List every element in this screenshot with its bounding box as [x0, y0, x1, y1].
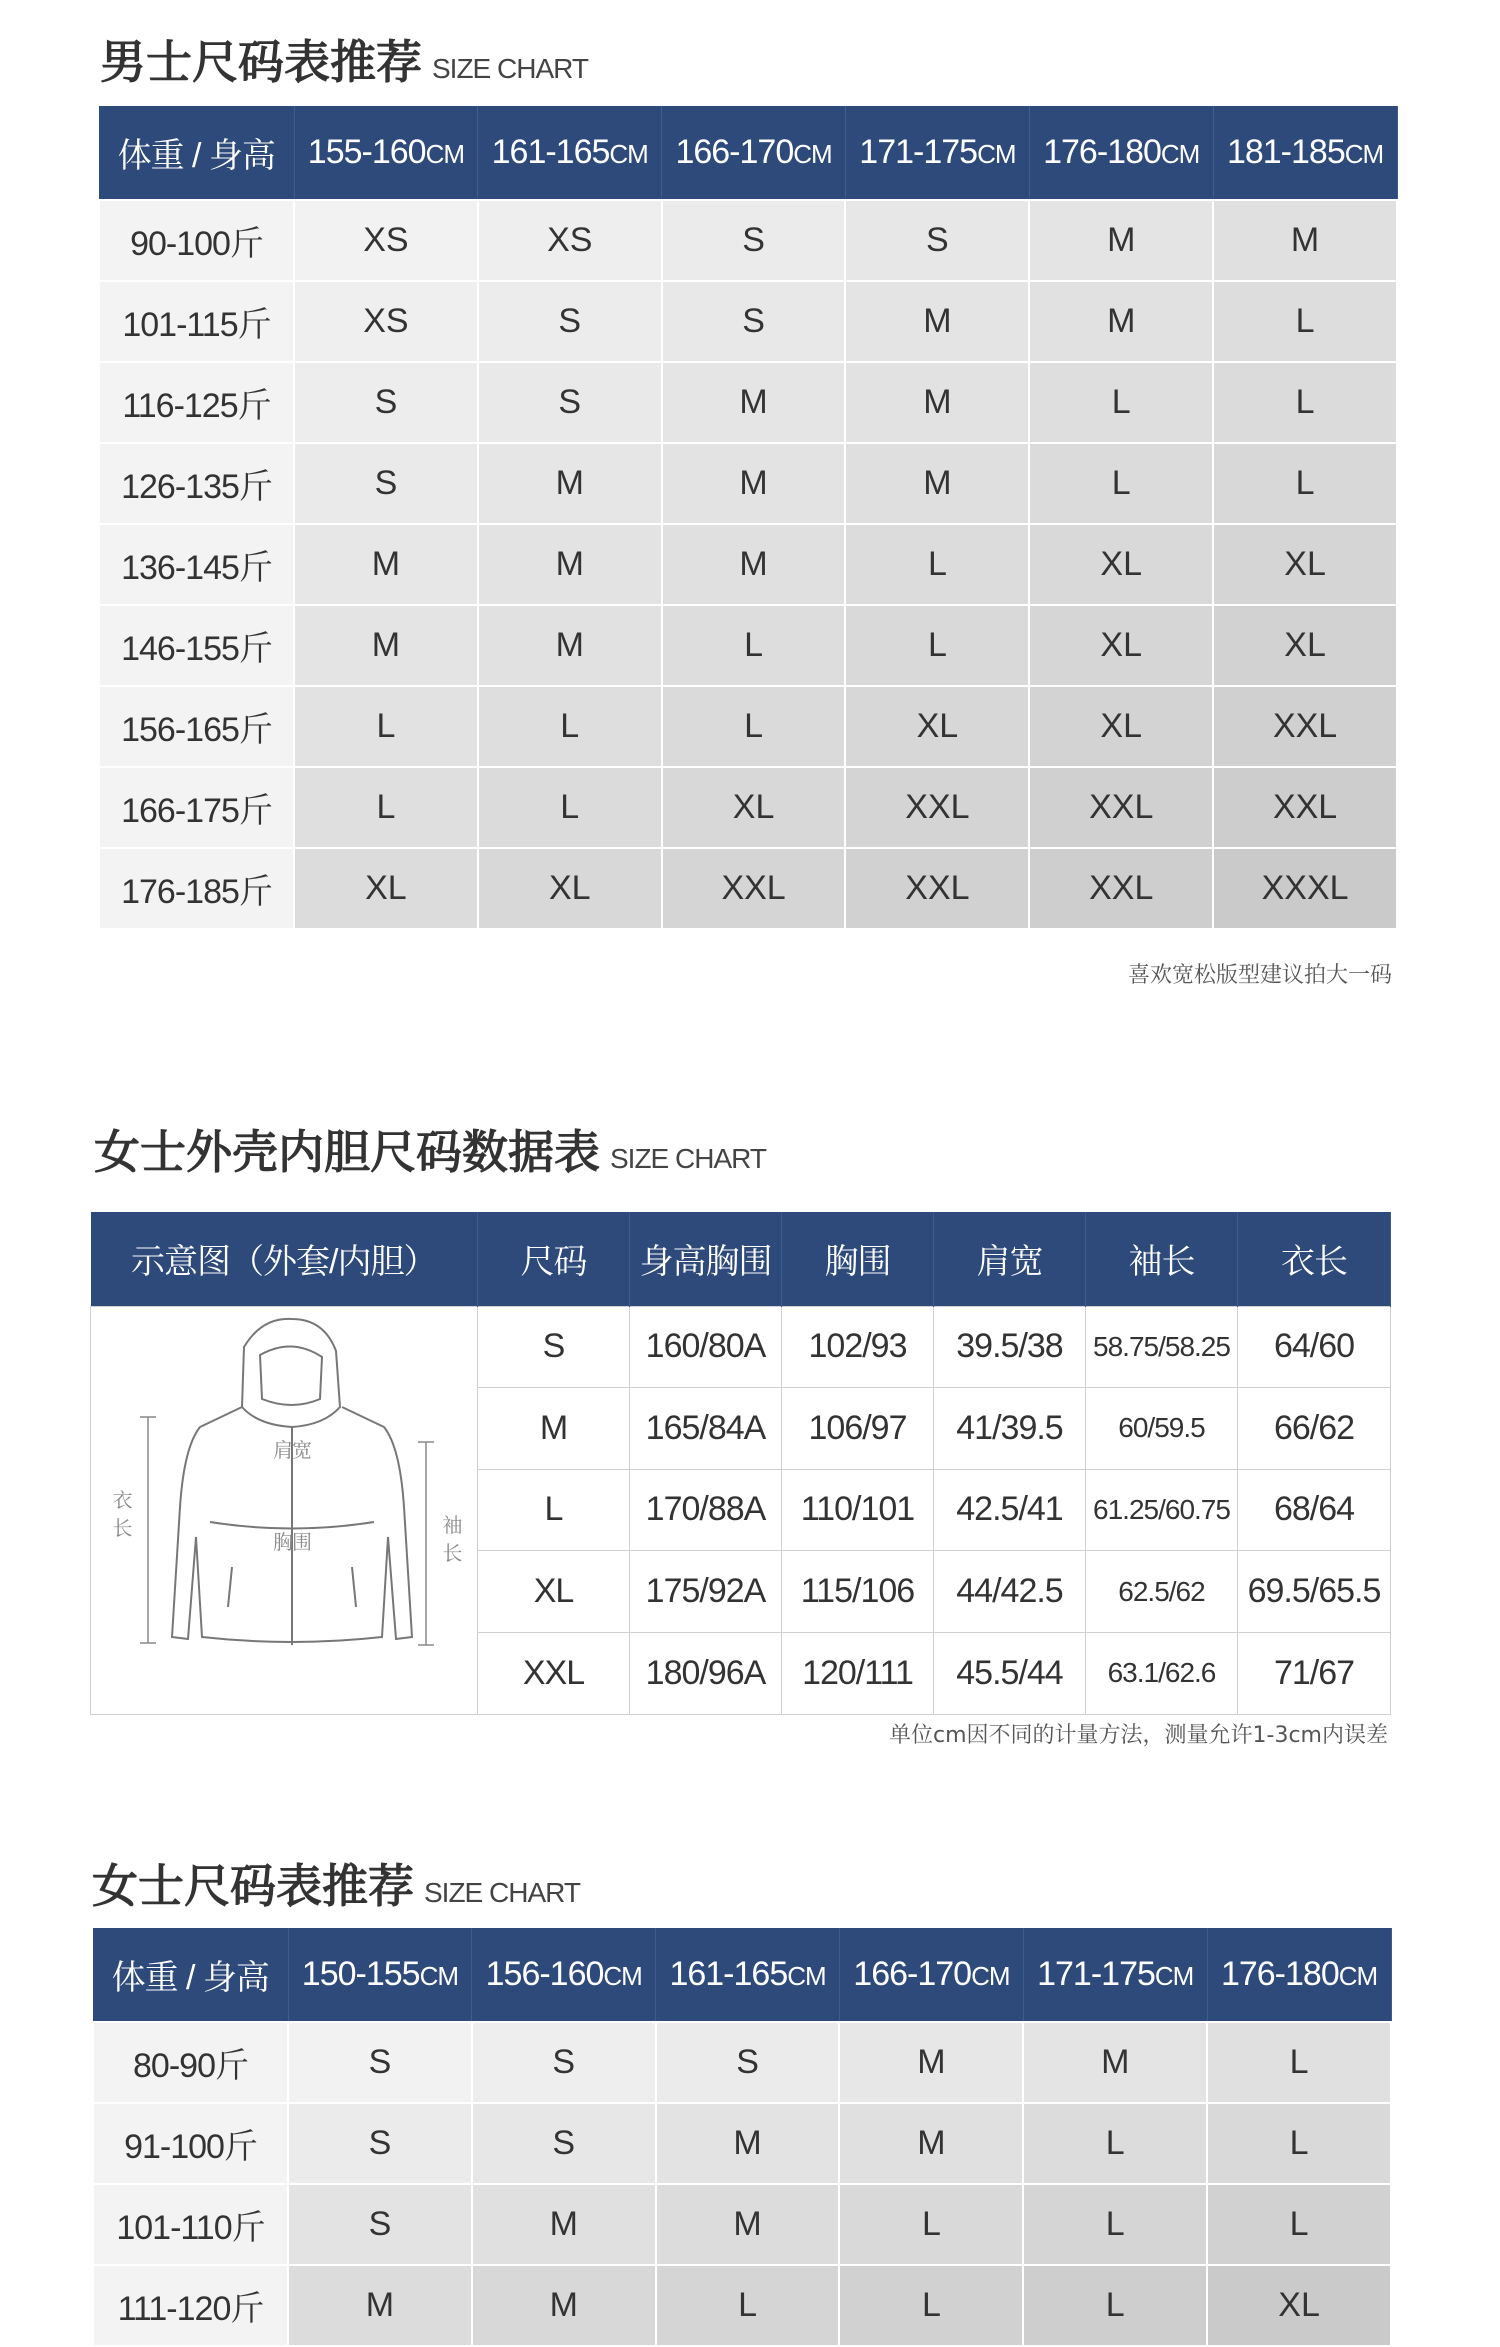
- women-height-header: [839, 1928, 1023, 2022]
- height-unit: CM: [609, 139, 648, 169]
- size-cell: XXXL: [1213, 848, 1397, 929]
- size-cell: M: [1029, 281, 1213, 362]
- size-label-cell: S: [478, 1306, 630, 1388]
- women-height-header: [1023, 1928, 1207, 2022]
- size-cell: M: [294, 605, 478, 686]
- women-outer-table: [90, 1212, 1391, 1715]
- size-cell: S: [288, 2184, 472, 2265]
- table-row: [99, 686, 1397, 767]
- table-row: [99, 605, 1397, 686]
- measurement-cell: 170/88A: [630, 1469, 782, 1551]
- height-unit: CM: [1344, 139, 1384, 169]
- size-cell: XL: [1029, 605, 1213, 686]
- jacket-diagram: [92, 1307, 477, 1705]
- height-range: 150-155: [301, 1955, 420, 1993]
- measurement-cell: 41/39.5: [934, 1388, 1086, 1470]
- size-cell: M: [845, 281, 1029, 362]
- size-cell: S: [478, 362, 662, 443]
- weight-cell: 166-175斤: [99, 767, 294, 848]
- measurement-cell: 62.5/62: [1086, 1551, 1238, 1633]
- size-cell: L: [839, 2265, 1023, 2346]
- women-outer-header: 尺码: [478, 1212, 630, 1306]
- men-height-header: [662, 106, 846, 200]
- size-cell: M: [1023, 2022, 1207, 2103]
- size-cell: S: [662, 200, 846, 281]
- size-cell: S: [662, 281, 846, 362]
- size-cell: M: [839, 2022, 1023, 2103]
- size-cell: L: [1207, 2103, 1391, 2184]
- length-label-1: 衣: [112, 1487, 131, 1512]
- size-cell: S: [478, 281, 662, 362]
- women-outer-header: 胸围: [782, 1212, 934, 1306]
- women-corner-header: 体重 / 身高: [93, 1928, 288, 2022]
- measurement-cell: 165/84A: [630, 1388, 782, 1470]
- size-cell: M: [1029, 200, 1213, 281]
- jacket-diagram-cell: [91, 1306, 478, 1714]
- size-cell: XXL: [1029, 767, 1213, 848]
- men-corner-header: 体重 / 身高: [99, 106, 294, 200]
- weight-cell: 80-90斤: [93, 2022, 288, 2103]
- women-height-header: [656, 1928, 840, 2022]
- women-outer-section: [0, 1100, 1500, 1780]
- size-cell: M: [1213, 200, 1397, 281]
- height-range: 161-165: [669, 1955, 788, 1993]
- height-unit: CM: [971, 1961, 1010, 1991]
- height-range: 176-180: [1220, 1955, 1339, 1993]
- size-cell: L: [662, 686, 846, 767]
- height-unit: CM: [1160, 139, 1200, 169]
- women-outer-title: [94, 1116, 766, 1182]
- height-range: 166-170: [675, 133, 794, 171]
- size-cell: S: [656, 2022, 840, 2103]
- men-height-header: [294, 106, 478, 200]
- table-row: [93, 2022, 1391, 2103]
- men-note: 喜欢宽松版型建议拍大一码: [1127, 963, 1392, 988]
- size-cell: M: [472, 2265, 656, 2346]
- size-cell: XS: [294, 200, 478, 281]
- measurement-cell: 42.5/41: [934, 1469, 1086, 1551]
- women-outer-title-text: 女士外壳内胆尺码数据表: [94, 1125, 600, 1179]
- men-size-section: [0, 0, 1500, 1000]
- height-range: 161-165: [491, 133, 610, 171]
- size-cell: M: [294, 524, 478, 605]
- size-cell: XXL: [1029, 848, 1213, 929]
- measurement-cell: 60/59.5: [1086, 1388, 1238, 1470]
- size-cell: M: [656, 2103, 840, 2184]
- size-cell: L: [1029, 443, 1213, 524]
- size-cell: L: [845, 524, 1029, 605]
- size-cell: XL: [1029, 524, 1213, 605]
- size-cell: XL: [1029, 686, 1213, 767]
- weight-cell: 156-165斤: [99, 686, 294, 767]
- height-unit: CM: [977, 139, 1016, 169]
- size-cell: L: [662, 605, 846, 686]
- chest-label: 胸围: [272, 1529, 311, 1554]
- sleeve-label-2: 长: [442, 1540, 461, 1565]
- height-range: 155-160: [307, 133, 426, 171]
- size-cell: S: [294, 362, 478, 443]
- women-size-section: [0, 1840, 1500, 2328]
- measurement-cell: 180/96A: [630, 1632, 782, 1714]
- women-section-title: [92, 1850, 580, 1916]
- size-cell: L: [1029, 362, 1213, 443]
- size-cell: M: [472, 2184, 656, 2265]
- size-cell: S: [288, 2022, 472, 2103]
- size-cell: L: [839, 2184, 1023, 2265]
- height-range: 181-185: [1226, 133, 1345, 171]
- size-cell: L: [1207, 2022, 1391, 2103]
- size-cell: L: [656, 2265, 840, 2346]
- size-cell: M: [845, 443, 1029, 524]
- women-subtitle: SIZE CHART: [424, 1877, 580, 1908]
- table-row: [93, 2265, 1391, 2346]
- table-row: [99, 767, 1397, 848]
- table-row: [91, 1306, 1391, 1388]
- table-row: [99, 362, 1397, 443]
- height-range: 176-180: [1043, 133, 1161, 171]
- measurement-cell: 115/106: [782, 1551, 934, 1633]
- measurement-cell: 58.75/58.25: [1086, 1306, 1238, 1388]
- weight-cell: 126-135斤: [99, 443, 294, 524]
- women-height-header: [472, 1928, 656, 2022]
- table-row: [99, 200, 1397, 281]
- size-cell: XXL: [845, 848, 1029, 929]
- size-cell: L: [1213, 281, 1397, 362]
- size-cell: L: [478, 686, 662, 767]
- size-label-cell: XL: [478, 1551, 630, 1633]
- size-cell: XL: [294, 848, 478, 929]
- length-label-2: 长: [112, 1515, 131, 1540]
- size-cell: XXL: [662, 848, 846, 929]
- weight-cell: 116-125斤: [99, 362, 294, 443]
- sleeve-label-1: 袖: [442, 1512, 461, 1537]
- size-cell: M: [662, 524, 846, 605]
- measurement-cell: 44/42.5: [934, 1551, 1086, 1633]
- women-title-text: 女士尺码表推荐: [92, 1859, 414, 1913]
- height-unit: CM: [419, 1961, 459, 1991]
- height-unit: CM: [1154, 1961, 1194, 1991]
- weight-cell: 101-110斤: [93, 2184, 288, 2265]
- weight-cell: 111-120斤: [93, 2265, 288, 2346]
- size-cell: L: [1213, 443, 1397, 524]
- size-cell: L: [294, 686, 478, 767]
- measurement-cell: 64/60: [1238, 1306, 1391, 1388]
- table-row: [93, 2103, 1391, 2184]
- women-height-header: [288, 1928, 472, 2022]
- table-row: [93, 2184, 1391, 2265]
- height-unit: CM: [425, 139, 465, 169]
- measurement-cell: 45.5/44: [934, 1632, 1086, 1714]
- height-unit: CM: [793, 139, 832, 169]
- size-cell: XS: [478, 200, 662, 281]
- table-row: [99, 524, 1397, 605]
- size-cell: XL: [1213, 605, 1397, 686]
- size-cell: XXL: [845, 767, 1029, 848]
- size-cell: M: [656, 2184, 840, 2265]
- size-cell: M: [839, 2103, 1023, 2184]
- weight-cell: 90-100斤: [99, 200, 294, 281]
- table-row: [99, 443, 1397, 524]
- size-label-cell: XXL: [478, 1632, 630, 1714]
- size-cell: S: [472, 2103, 656, 2184]
- size-cell: XXL: [1213, 767, 1397, 848]
- size-cell: L: [1213, 362, 1397, 443]
- measurement-cell: 66/62: [1238, 1388, 1391, 1470]
- height-range: 166-170: [853, 1955, 972, 1993]
- women-outer-header: 肩宽: [934, 1212, 1086, 1306]
- measurement-cell: 71/67: [1238, 1632, 1391, 1714]
- size-cell: L: [1023, 2265, 1207, 2346]
- men-subtitle: SIZE CHART: [432, 53, 588, 84]
- height-range: 156-160: [485, 1955, 604, 1993]
- men-size-table: [98, 106, 1398, 930]
- measurement-cell: 39.5/38: [934, 1306, 1086, 1388]
- weight-cell: 101-115斤: [99, 281, 294, 362]
- size-label-cell: L: [478, 1469, 630, 1551]
- size-cell: M: [662, 362, 846, 443]
- height-range: 171-175: [859, 133, 978, 171]
- size-cell: S: [294, 443, 478, 524]
- measurement-cell: 160/80A: [630, 1306, 782, 1388]
- women-size-table: [92, 1928, 1392, 2347]
- women-height-header: [1207, 1928, 1391, 2022]
- size-cell: L: [1023, 2103, 1207, 2184]
- measurement-cell: 120/111: [782, 1632, 934, 1714]
- men-height-header: [1029, 106, 1213, 200]
- women-outer-note: 单位cm因不同的计量方法，测量允许1-3cm内误差: [889, 1723, 1388, 1748]
- size-cell: XXL: [1213, 686, 1397, 767]
- measurement-cell: 110/101: [782, 1469, 934, 1551]
- size-cell: L: [1023, 2184, 1207, 2265]
- measurement-cell: 63.1/62.6: [1086, 1632, 1238, 1714]
- size-cell: M: [478, 605, 662, 686]
- measurement-cell: 102/93: [782, 1306, 934, 1388]
- weight-cell: 176-185斤: [99, 848, 294, 929]
- size-cell: XL: [662, 767, 846, 848]
- women-outer-header: 示意图（外套/内胆）: [91, 1212, 478, 1306]
- size-cell: XS: [294, 281, 478, 362]
- size-cell: XL: [1207, 2265, 1391, 2346]
- size-cell: M: [662, 443, 846, 524]
- size-cell: L: [478, 767, 662, 848]
- height-unit: CM: [1338, 1961, 1378, 1991]
- weight-cell: 91-100斤: [93, 2103, 288, 2184]
- size-cell: L: [294, 767, 478, 848]
- height-unit: CM: [603, 1961, 642, 1991]
- shoulder-label: 肩宽: [272, 1437, 311, 1462]
- size-cell: L: [845, 605, 1029, 686]
- men-title-text: 男士尺码表推荐: [100, 35, 422, 89]
- size-cell: S: [845, 200, 1029, 281]
- men-section-title: [100, 26, 588, 92]
- size-cell: XL: [845, 686, 1029, 767]
- women-outer-header: 衣长: [1238, 1212, 1391, 1306]
- women-outer-header: 袖长: [1086, 1212, 1238, 1306]
- size-cell: S: [288, 2103, 472, 2184]
- women-outer-header: 身高胸围: [630, 1212, 782, 1306]
- height-unit: CM: [787, 1961, 826, 1991]
- size-cell: XL: [478, 848, 662, 929]
- table-row: [99, 848, 1397, 929]
- table-row: [99, 281, 1397, 362]
- men-height-header: [1213, 106, 1397, 200]
- men-height-header: [845, 106, 1029, 200]
- weight-cell: 136-145斤: [99, 524, 294, 605]
- size-cell: M: [478, 524, 662, 605]
- measurement-cell: 69.5/65.5: [1238, 1551, 1391, 1633]
- women-outer-subtitle: SIZE CHART: [610, 1143, 766, 1174]
- size-cell: S: [472, 2022, 656, 2103]
- measurement-cell: 106/97: [782, 1388, 934, 1470]
- size-cell: M: [845, 362, 1029, 443]
- men-height-header: [478, 106, 662, 200]
- size-cell: M: [478, 443, 662, 524]
- size-label-cell: M: [478, 1388, 630, 1470]
- measurement-cell: 68/64: [1238, 1469, 1391, 1551]
- size-cell: XL: [1213, 524, 1397, 605]
- measurement-cell: 175/92A: [630, 1551, 782, 1633]
- size-cell: L: [1207, 2184, 1391, 2265]
- size-cell: M: [288, 2265, 472, 2346]
- weight-cell: 146-155斤: [99, 605, 294, 686]
- height-range: 171-175: [1037, 1955, 1155, 1993]
- measurement-cell: 61.25/60.75: [1086, 1469, 1238, 1551]
